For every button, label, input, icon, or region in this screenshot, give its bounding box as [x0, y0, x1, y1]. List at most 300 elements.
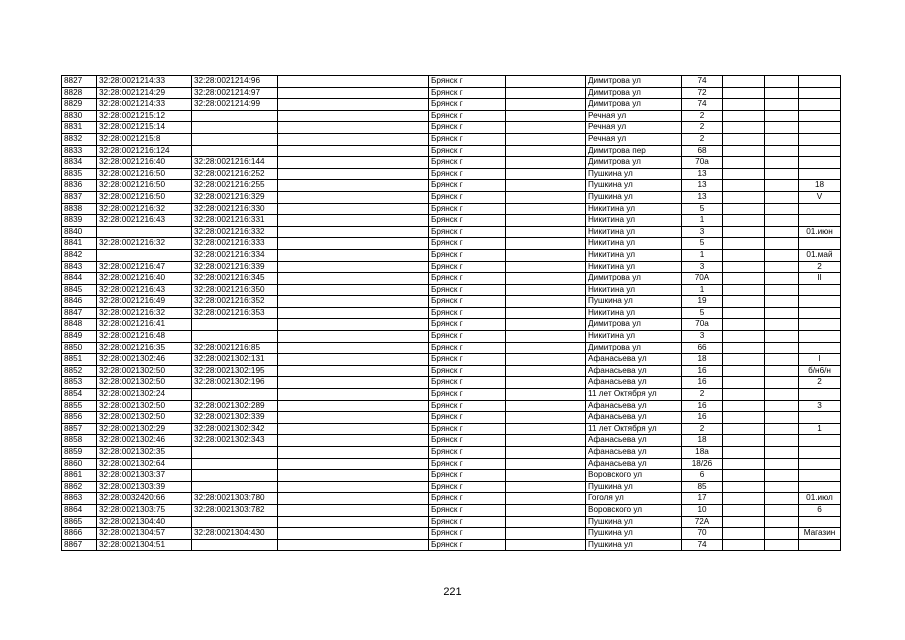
- blank-cell: [765, 365, 799, 377]
- table-row: [62, 284, 841, 296]
- house-number: 6: [682, 470, 723, 482]
- object-cadastral-number: [192, 319, 278, 331]
- table-row: [62, 365, 841, 377]
- house-number: 18/26: [682, 458, 723, 470]
- street: Афанасьева ул: [586, 412, 682, 424]
- cadastral-number: 32:28:0021214:33: [97, 99, 192, 111]
- table-row: [62, 400, 841, 412]
- table-row: [62, 481, 841, 493]
- city: Брянск г: [429, 133, 506, 145]
- house-number: 18: [682, 354, 723, 366]
- blank-cell: [765, 122, 799, 134]
- blank-cell: [723, 423, 765, 435]
- house-number: 1: [682, 249, 723, 261]
- table-row: [62, 168, 841, 180]
- blank-cell: [506, 365, 586, 377]
- table-row: [62, 110, 841, 122]
- city: Брянск г: [429, 215, 506, 227]
- cadastral-number: 32:28:0021216:43: [97, 215, 192, 227]
- blank-cell: [723, 516, 765, 528]
- blank-cell: [765, 307, 799, 319]
- blank-cell: [278, 528, 429, 540]
- premises-note: 3: [799, 400, 841, 412]
- blank-cell: [765, 539, 799, 551]
- premises-note: [799, 215, 841, 227]
- blank-cell: [506, 133, 586, 145]
- table-row: [62, 342, 841, 354]
- blank-cell: [278, 296, 429, 308]
- blank-cell: [765, 331, 799, 343]
- cadastral-number: 32:28:0021216:47: [97, 261, 192, 273]
- blank-cell: [723, 99, 765, 111]
- cadastral-number: 32:28:0021216:32: [97, 307, 192, 319]
- blank-cell: [506, 157, 586, 169]
- object-cadastral-number: 32:28:0021214:96: [192, 76, 278, 88]
- cadastral-number: 32:28:0021303:39: [97, 481, 192, 493]
- blank-cell: [765, 110, 799, 122]
- record-number: 8840: [62, 226, 97, 238]
- record-number: 8863: [62, 493, 97, 505]
- blank-cell: [506, 238, 586, 250]
- blank-cell: [278, 76, 429, 88]
- blank-cell: [765, 261, 799, 273]
- object-cadastral-number: [192, 145, 278, 157]
- blank-cell: [723, 319, 765, 331]
- city: Брянск г: [429, 261, 506, 273]
- street: Димитрова ул: [586, 76, 682, 88]
- premises-note: 01.июн: [799, 226, 841, 238]
- blank-cell: [723, 180, 765, 192]
- premises-note: 2: [799, 261, 841, 273]
- street: Пушкина ул: [586, 539, 682, 551]
- street: Афанасьева ул: [586, 400, 682, 412]
- premises-note: 01.июл: [799, 493, 841, 505]
- blank-cell: [723, 354, 765, 366]
- blank-cell: [723, 493, 765, 505]
- table-row: [62, 458, 841, 470]
- blank-cell: [278, 331, 429, 343]
- cadastral-number: 32:28:0021216:43: [97, 284, 192, 296]
- blank-cell: [278, 157, 429, 169]
- city: Брянск г: [429, 389, 506, 401]
- record-number: 8845: [62, 284, 97, 296]
- house-number: 74: [682, 99, 723, 111]
- street: Речная ул: [586, 122, 682, 134]
- blank-cell: [278, 389, 429, 401]
- city: Брянск г: [429, 110, 506, 122]
- blank-cell: [765, 458, 799, 470]
- house-number: 5: [682, 203, 723, 215]
- blank-cell: [723, 145, 765, 157]
- street: Афанасьева ул: [586, 447, 682, 459]
- premises-note: [799, 168, 841, 180]
- city: Брянск г: [429, 354, 506, 366]
- street: Гоголя ул: [586, 493, 682, 505]
- object-cadastral-number: [192, 122, 278, 134]
- blank-cell: [278, 377, 429, 389]
- blank-cell: [506, 145, 586, 157]
- blank-cell: [278, 180, 429, 192]
- blank-cell: [723, 412, 765, 424]
- blank-cell: [765, 412, 799, 424]
- blank-cell: [278, 504, 429, 516]
- city: Брянск г: [429, 516, 506, 528]
- record-number: 8865: [62, 516, 97, 528]
- blank-cell: [278, 516, 429, 528]
- premises-note: [799, 76, 841, 88]
- object-cadastral-number: 32:28:0021303:782: [192, 504, 278, 516]
- table-row: [62, 145, 841, 157]
- city: Брянск г: [429, 435, 506, 447]
- page-number: 221: [443, 586, 462, 598]
- cadastral-number: 32:28:0021216:48: [97, 331, 192, 343]
- blank-cell: [506, 273, 586, 285]
- house-number: 5: [682, 307, 723, 319]
- street: Афанасьева ул: [586, 365, 682, 377]
- blank-cell: [278, 215, 429, 227]
- blank-cell: [506, 423, 586, 435]
- blank-cell: [506, 377, 586, 389]
- cadastral-number: 32:28:0021216:32: [97, 203, 192, 215]
- object-cadastral-number: 32:28:0021216:353: [192, 307, 278, 319]
- blank-cell: [765, 249, 799, 261]
- object-cadastral-number: 32:28:0021214:99: [192, 99, 278, 111]
- object-cadastral-number: 32:28:0021216:334: [192, 249, 278, 261]
- blank-cell: [278, 365, 429, 377]
- premises-note: [799, 539, 841, 551]
- blank-cell: [765, 238, 799, 250]
- blank-cell: [723, 377, 765, 389]
- table-row: [62, 191, 841, 203]
- blank-cell: [765, 504, 799, 516]
- object-cadastral-number: 32:28:0021216:345: [192, 273, 278, 285]
- city: Брянск г: [429, 493, 506, 505]
- object-cadastral-number: 32:28:0021216:332: [192, 226, 278, 238]
- cadastral-number: 32:28:0021302:24: [97, 389, 192, 401]
- street: Афанасьева ул: [586, 435, 682, 447]
- table-row: [62, 423, 841, 435]
- blank-cell: [765, 296, 799, 308]
- city: Брянск г: [429, 528, 506, 540]
- street: Никитина ул: [586, 307, 682, 319]
- blank-cell: [723, 191, 765, 203]
- object-cadastral-number: 32:28:0021216:329: [192, 191, 278, 203]
- blank-cell: [723, 133, 765, 145]
- house-number: 19: [682, 296, 723, 308]
- table-row: [62, 226, 841, 238]
- cadastral-number: 32:28:0021303:75: [97, 504, 192, 516]
- premises-note: 18: [799, 180, 841, 192]
- street: Никитина ул: [586, 215, 682, 227]
- house-number: 74: [682, 539, 723, 551]
- blank-cell: [765, 145, 799, 157]
- blank-cell: [765, 354, 799, 366]
- premises-note: [799, 133, 841, 145]
- city: Брянск г: [429, 307, 506, 319]
- house-number: 18а: [682, 447, 723, 459]
- cadastral-number: 32:28:0021302:50: [97, 412, 192, 424]
- blank-cell: [278, 447, 429, 459]
- street: Пушкина ул: [586, 528, 682, 540]
- blank-cell: [278, 319, 429, 331]
- premises-note: I: [799, 354, 841, 366]
- record-number: 8852: [62, 365, 97, 377]
- street: Димитрова ул: [586, 87, 682, 99]
- blank-cell: [765, 319, 799, 331]
- house-number: 2: [682, 423, 723, 435]
- cadastral-number: [97, 226, 192, 238]
- blank-cell: [506, 354, 586, 366]
- record-number: 8844: [62, 273, 97, 285]
- blank-cell: [506, 458, 586, 470]
- blank-cell: [765, 203, 799, 215]
- record-number: 8862: [62, 481, 97, 493]
- blank-cell: [723, 400, 765, 412]
- blank-cell: [723, 528, 765, 540]
- blank-cell: [506, 493, 586, 505]
- record-number: 8857: [62, 423, 97, 435]
- object-cadastral-number: 32:28:0021214:97: [192, 87, 278, 99]
- blank-cell: [278, 261, 429, 273]
- premises-note: Магазин: [799, 528, 841, 540]
- table-row: [62, 447, 841, 459]
- house-number: 85: [682, 481, 723, 493]
- cadastral-number: 32:28:0021216:40: [97, 157, 192, 169]
- blank-cell: [723, 76, 765, 88]
- blank-cell: [723, 470, 765, 482]
- table-row: [62, 249, 841, 261]
- blank-cell: [278, 435, 429, 447]
- record-number: 8851: [62, 354, 97, 366]
- blank-cell: [765, 423, 799, 435]
- blank-cell: [723, 365, 765, 377]
- street: Никитина ул: [586, 226, 682, 238]
- city: Брянск г: [429, 423, 506, 435]
- record-number: 8859: [62, 447, 97, 459]
- premises-note: 2: [799, 377, 841, 389]
- house-number: 16: [682, 412, 723, 424]
- house-number: 70а: [682, 157, 723, 169]
- cadastral-number: 32:28:0021216:49: [97, 296, 192, 308]
- record-number: 8842: [62, 249, 97, 261]
- table-row: [62, 389, 841, 401]
- blank-cell: [765, 528, 799, 540]
- premises-note: [799, 331, 841, 343]
- city: Брянск г: [429, 412, 506, 424]
- premises-note: [799, 389, 841, 401]
- blank-cell: [723, 458, 765, 470]
- blank-cell: [765, 168, 799, 180]
- premises-note: [799, 284, 841, 296]
- record-number: 8836: [62, 180, 97, 192]
- blank-cell: [506, 87, 586, 99]
- object-cadastral-number: [192, 133, 278, 145]
- street: Никитина ул: [586, 249, 682, 261]
- city: Брянск г: [429, 238, 506, 250]
- blank-cell: [765, 470, 799, 482]
- premises-note: II: [799, 273, 841, 285]
- house-number: 72: [682, 87, 723, 99]
- city: Брянск г: [429, 87, 506, 99]
- blank-cell: [765, 342, 799, 354]
- record-number: 8861: [62, 470, 97, 482]
- record-number: 8867: [62, 539, 97, 551]
- house-number: 68: [682, 145, 723, 157]
- premises-note: [799, 412, 841, 424]
- register-table: [61, 75, 841, 551]
- city: Брянск г: [429, 284, 506, 296]
- blank-cell: [723, 389, 765, 401]
- object-cadastral-number: [192, 516, 278, 528]
- blank-cell: [723, 307, 765, 319]
- blank-cell: [723, 215, 765, 227]
- cadastral-number: 32:28:0021216:50: [97, 168, 192, 180]
- blank-cell: [506, 470, 586, 482]
- blank-cell: [506, 249, 586, 261]
- cadastral-number: 32:28:0021302:64: [97, 458, 192, 470]
- table-row: [62, 435, 841, 447]
- record-number: 8833: [62, 145, 97, 157]
- blank-cell: [278, 273, 429, 285]
- blank-cell: [765, 435, 799, 447]
- object-cadastral-number: [192, 331, 278, 343]
- street: Никитина ул: [586, 331, 682, 343]
- blank-cell: [723, 539, 765, 551]
- cadastral-number: 32:28:0032420:66: [97, 493, 192, 505]
- object-cadastral-number: 32:28:0021216:252: [192, 168, 278, 180]
- street: Пушкина ул: [586, 481, 682, 493]
- street: Речная ул: [586, 110, 682, 122]
- record-number: 8838: [62, 203, 97, 215]
- table-row: [62, 122, 841, 134]
- street: Димитрова ул: [586, 273, 682, 285]
- table-row: [62, 470, 841, 482]
- record-number: 8828: [62, 87, 97, 99]
- blank-cell: [765, 76, 799, 88]
- record-number: 8860: [62, 458, 97, 470]
- street: Афанасьева ул: [586, 354, 682, 366]
- house-number: 2: [682, 122, 723, 134]
- blank-cell: [723, 273, 765, 285]
- blank-cell: [765, 493, 799, 505]
- blank-cell: [506, 539, 586, 551]
- blank-cell: [723, 284, 765, 296]
- premises-note: [799, 110, 841, 122]
- record-number: 8841: [62, 238, 97, 250]
- table-row: [62, 203, 841, 215]
- city: Брянск г: [429, 331, 506, 343]
- record-number: 8837: [62, 191, 97, 203]
- register-table-body: [62, 76, 841, 551]
- blank-cell: [765, 133, 799, 145]
- blank-cell: [723, 261, 765, 273]
- premises-note: [799, 470, 841, 482]
- house-number: 13: [682, 191, 723, 203]
- blank-cell: [765, 99, 799, 111]
- house-number: 16: [682, 377, 723, 389]
- object-cadastral-number: 32:28:0021216:331: [192, 215, 278, 227]
- street: 11 лет Октября ул: [586, 389, 682, 401]
- blank-cell: [278, 412, 429, 424]
- object-cadastral-number: [192, 481, 278, 493]
- blank-cell: [723, 110, 765, 122]
- street: Пушкина ул: [586, 191, 682, 203]
- cadastral-number: 32:28:0021216:50: [97, 180, 192, 192]
- record-number: 8832: [62, 133, 97, 145]
- premises-note: [799, 296, 841, 308]
- blank-cell: [278, 191, 429, 203]
- cadastral-number: 32:28:0021303:37: [97, 470, 192, 482]
- record-number: 8854: [62, 389, 97, 401]
- city: Брянск г: [429, 273, 506, 285]
- blank-cell: [506, 284, 586, 296]
- blank-cell: [278, 539, 429, 551]
- house-number: 72А: [682, 516, 723, 528]
- blank-cell: [723, 342, 765, 354]
- blank-cell: [506, 191, 586, 203]
- record-number: 8858: [62, 435, 97, 447]
- premises-note: [799, 342, 841, 354]
- table-row: [62, 180, 841, 192]
- object-cadastral-number: 32:28:0021216:255: [192, 180, 278, 192]
- table-row: [62, 273, 841, 285]
- object-cadastral-number: [192, 539, 278, 551]
- blank-cell: [765, 284, 799, 296]
- blank-cell: [278, 249, 429, 261]
- cadastral-number: [97, 249, 192, 261]
- blank-cell: [506, 412, 586, 424]
- cadastral-number: 32:28:0021304:40: [97, 516, 192, 528]
- blank-cell: [278, 354, 429, 366]
- blank-cell: [278, 481, 429, 493]
- city: Брянск г: [429, 180, 506, 192]
- house-number: 13: [682, 180, 723, 192]
- blank-cell: [506, 215, 586, 227]
- blank-cell: [506, 296, 586, 308]
- blank-cell: [765, 226, 799, 238]
- city: Брянск г: [429, 145, 506, 157]
- street: Афанасьева ул: [586, 377, 682, 389]
- street: Димитрова ул: [586, 157, 682, 169]
- premises-note: [799, 458, 841, 470]
- table-row: [62, 493, 841, 505]
- blank-cell: [723, 296, 765, 308]
- blank-cell: [278, 307, 429, 319]
- cadastral-number: 32:28:0021215:12: [97, 110, 192, 122]
- house-number: 70а: [682, 319, 723, 331]
- record-number: 8827: [62, 76, 97, 88]
- house-number: 16: [682, 400, 723, 412]
- record-number: 8829: [62, 99, 97, 111]
- street: Димитрова ул: [586, 319, 682, 331]
- record-number: 8855: [62, 400, 97, 412]
- cadastral-number: 32:28:0021216:40: [97, 273, 192, 285]
- blank-cell: [506, 435, 586, 447]
- city: Брянск г: [429, 539, 506, 551]
- premises-note: V: [799, 191, 841, 203]
- object-cadastral-number: 32:28:0021216:85: [192, 342, 278, 354]
- city: Брянск г: [429, 504, 506, 516]
- house-number: 2: [682, 389, 723, 401]
- city: Брянск г: [429, 157, 506, 169]
- blank-cell: [278, 226, 429, 238]
- blank-cell: [278, 122, 429, 134]
- blank-cell: [765, 215, 799, 227]
- blank-cell: [723, 168, 765, 180]
- table-row: [62, 76, 841, 88]
- city: Брянск г: [429, 296, 506, 308]
- blank-cell: [723, 331, 765, 343]
